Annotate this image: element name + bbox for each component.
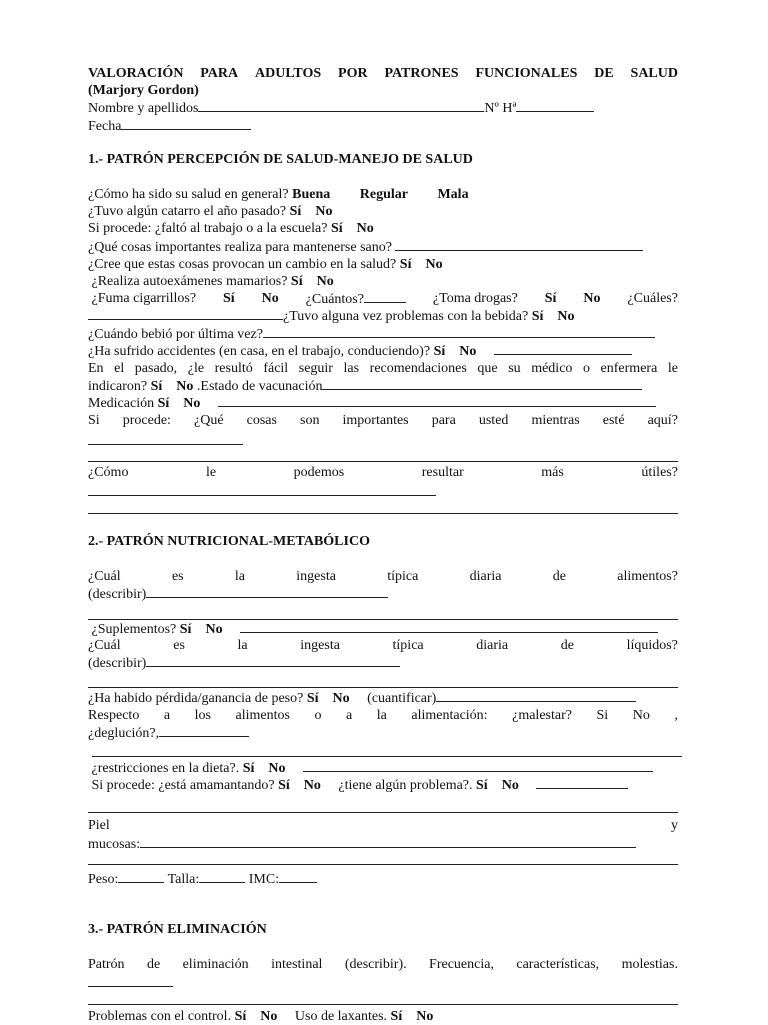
record-number-field[interactable]: [516, 99, 594, 112]
q-deglucion-text: ¿deglución?,: [88, 726, 160, 741]
word: o: [314, 708, 322, 723]
word: el: [114, 361, 125, 376]
answer-line[interactable]: [88, 444, 243, 445]
q-liquidos-describir: [88, 654, 678, 672]
word: alimentos?: [617, 569, 678, 584]
q-bebio: [88, 325, 678, 343]
answer-field[interactable]: [159, 724, 249, 737]
piel-label: Piel: [88, 818, 110, 833]
word: para: [431, 413, 456, 428]
option-si[interactable]: Sí: [290, 274, 303, 289]
option-si[interactable]: Sí: [242, 761, 255, 776]
word: ¿Cuál: [88, 638, 121, 653]
word: las: [343, 361, 360, 376]
word: POR: [338, 66, 368, 81]
option-no[interactable]: No: [316, 274, 334, 289]
q-deglucion: [88, 724, 678, 742]
section-2-heading: 2.- PATRÓN NUTRICIONAL-METABÓLICO: [88, 534, 370, 549]
q-bebida-text: ¿Tuvo alguna vez problemas con la bebida?: [283, 309, 529, 324]
word: resultar: [421, 465, 464, 480]
word: seguir: [298, 361, 333, 376]
word: a: [163, 708, 171, 723]
q-restricciones-text: ¿restricciones en la dieta?.: [91, 761, 240, 776]
option-no[interactable]: No: [356, 221, 374, 236]
answer-field[interactable]: [536, 776, 628, 789]
word: cosas: [246, 413, 277, 428]
cuantificar-label: (cuantificar): [367, 691, 437, 706]
option-si[interactable]: Sí: [289, 204, 302, 219]
word: le: [667, 361, 678, 376]
option-no[interactable]: No: [501, 778, 519, 793]
answer-field[interactable]: [303, 759, 653, 772]
word: PARA: [200, 66, 239, 81]
answer-field[interactable]: [364, 290, 406, 303]
option-no[interactable]: No: [176, 379, 194, 394]
word: enfermera: [600, 361, 658, 376]
word: son: [300, 413, 320, 428]
word: a: [345, 708, 353, 723]
mucosas-label: mucosas:: [88, 837, 141, 852]
option-no[interactable]: No: [557, 309, 575, 324]
q-control: [88, 1008, 678, 1025]
q-pasado-line1: [88, 360, 678, 377]
word: ¿Cuál: [88, 569, 121, 584]
name-field[interactable]: [198, 99, 484, 112]
option-si[interactable]: Sí: [531, 309, 544, 324]
q-cosas-text: ¿Qué cosas importantes realiza para mantenerse sano?: [88, 240, 392, 255]
q-ingesta-describir: [88, 585, 678, 603]
q-piel-line: [88, 817, 678, 834]
record-number-label: Nº Hª: [484, 101, 517, 116]
word: fácil: [263, 361, 289, 376]
word: de: [560, 638, 574, 653]
word: En: [88, 361, 104, 376]
answer-line[interactable]: [88, 687, 678, 688]
word: molestias.: [621, 957, 678, 972]
word: alimentos: [235, 708, 290, 723]
q-cambio: [88, 256, 678, 273]
option-si[interactable]: Sí: [390, 1009, 403, 1024]
word: la: [234, 569, 245, 584]
option-si[interactable]: Sí: [234, 1009, 247, 1024]
peso-label: Peso:: [88, 872, 119, 887]
word: de: [146, 957, 161, 972]
option-mala[interactable]: Mala: [437, 187, 469, 202]
word: PATRONES: [384, 66, 459, 81]
option-si[interactable]: Sí: [223, 291, 235, 306]
answer-field[interactable]: [395, 238, 643, 251]
q-accidentes: [88, 342, 678, 360]
option-si[interactable]: Sí: [476, 778, 488, 793]
option-si[interactable]: Sí: [179, 622, 192, 637]
talla-label: Talla:: [167, 872, 200, 887]
answer-field[interactable]: [146, 585, 388, 598]
word: FUNCIONALES: [475, 66, 578, 81]
q-mucosas: [88, 835, 678, 853]
q-medicacion-text: Medicación: [88, 396, 155, 411]
q-peso-text: ¿Ha habido pérdida/ganancia de peso?: [88, 691, 304, 706]
option-si[interactable]: Sí: [157, 396, 170, 411]
word: Respecto: [88, 708, 140, 723]
answer-line[interactable]: [88, 864, 678, 865]
word: o: [582, 361, 590, 376]
word: típica: [392, 638, 424, 653]
option-no[interactable]: No: [303, 778, 321, 793]
word: podemos: [293, 465, 345, 480]
word: recomendaciones: [369, 361, 467, 376]
word: ingesta: [300, 638, 340, 653]
q-fuma-text: ¿Fuma cigarrillos?: [91, 291, 197, 306]
q-falto: [88, 220, 678, 237]
option-regular[interactable]: Regular: [359, 187, 408, 202]
option-no[interactable]: No: [332, 691, 350, 706]
q-restricciones: [88, 759, 678, 777]
q-problema-text: ¿tiene algún problema?.: [338, 778, 473, 793]
date-row: [88, 117, 678, 135]
answer-field[interactable]: [146, 654, 400, 667]
option-no[interactable]: No: [183, 396, 201, 411]
word: su: [508, 361, 521, 376]
option-no[interactable]: No: [261, 291, 279, 306]
option-si[interactable]: Sí: [544, 291, 557, 306]
q-liquidos-line: [88, 637, 678, 654]
option-no[interactable]: No: [459, 344, 477, 359]
word: características,: [516, 957, 600, 972]
answer-field[interactable]: [218, 394, 656, 407]
word: Frecuencia,: [429, 957, 494, 972]
word: esté: [602, 413, 625, 428]
option-si[interactable]: Sí: [150, 379, 163, 394]
answer-field[interactable]: [140, 835, 636, 848]
q-laxantes-text: Uso de laxantes.: [294, 1009, 388, 1024]
q-utiles-line: [88, 464, 678, 481]
word: le: [206, 465, 217, 480]
q-general-health-text: ¿Cómo ha sido su salud en general?: [88, 187, 289, 202]
q-bebida: [88, 307, 678, 325]
option-no[interactable]: No: [268, 761, 286, 776]
word: ¿Cómo: [88, 465, 129, 480]
form-title: [88, 65, 678, 82]
name-row: [88, 99, 678, 117]
q-suplementos: [88, 620, 678, 638]
q-drogas-text: ¿Toma drogas?: [432, 291, 518, 306]
q-indicaron-text: indicaron?: [88, 379, 148, 394]
q-autoexamenes: [88, 273, 678, 290]
answer-field[interactable]: [240, 620, 658, 633]
q-cuantos-text: ¿Cuántos?: [305, 292, 364, 307]
section-1-heading: 1.- PATRÓN PERCEPCIÓN DE SALUD-MANEJO DE SALUD: [88, 152, 473, 167]
answer-line[interactable]: [88, 1004, 678, 1005]
q-peso: [88, 689, 678, 707]
word: más: [541, 465, 564, 480]
option-si[interactable]: Sí: [433, 344, 446, 359]
option-no[interactable]: No: [205, 622, 223, 637]
word: resultó: [214, 361, 253, 376]
q-cambio-text: ¿Cree que estas cosas provocan un cambio en la salud?: [88, 257, 397, 272]
word: los: [194, 708, 211, 723]
date-label: Fecha: [88, 119, 122, 134]
word: ¿malestar?: [512, 708, 572, 723]
talla-field[interactable]: [199, 870, 245, 883]
q-amamantando: [88, 776, 678, 794]
q-amamantando-text: Si procede: ¿está amamantando?: [91, 778, 275, 793]
q-procede-line: [88, 412, 678, 429]
describir-label: (describir): [88, 587, 147, 602]
imc-field[interactable]: [279, 870, 317, 883]
word: líquidos?: [626, 638, 678, 653]
option-si[interactable]: Sí: [278, 778, 290, 793]
q-ingesta-line: [88, 568, 678, 585]
answer-field[interactable]: [88, 307, 283, 320]
name-label: Nombre y apellidos: [88, 101, 199, 116]
q-vacunacion-text: .Estado de vacunación: [196, 379, 323, 394]
q-bebio-text: ¿Cuándo bebió por última vez?: [88, 327, 263, 342]
q-fuma-row: [88, 290, 678, 308]
word: Patrón: [88, 957, 125, 972]
option-buena[interactable]: Buena: [292, 187, 331, 202]
word: la: [376, 708, 387, 723]
q-accidentes-text: ¿Ha sufrido accidentes (en casa, en el trabajo, conduciendo)?: [88, 344, 431, 359]
word: diaria: [476, 638, 509, 653]
q-general-health: [88, 186, 678, 203]
q-medicacion: [88, 394, 678, 412]
word: SALUD: [630, 66, 678, 81]
q-catarro: [88, 203, 678, 220]
word: de: [552, 569, 566, 584]
option-no[interactable]: No: [416, 1009, 434, 1024]
describir-label: (describir): [88, 656, 147, 671]
word: típica: [387, 569, 419, 584]
word: la: [237, 638, 248, 653]
answer-field[interactable]: [263, 325, 655, 338]
answer-line[interactable]: [88, 513, 678, 514]
word: ADULTOS: [255, 66, 322, 81]
word: No: [632, 708, 650, 723]
q-cuales-text: ¿Cuáles?: [627, 291, 678, 306]
answer-line[interactable]: [88, 812, 678, 813]
q-suplementos-text: ¿Suplementos?: [91, 622, 177, 637]
answer-field[interactable]: [322, 377, 642, 390]
word: es: [173, 638, 185, 653]
word: intestinal: [271, 957, 323, 972]
word: ingesta: [296, 569, 336, 584]
q-respecto-line: [88, 707, 678, 724]
word: diaria: [469, 569, 502, 584]
word: DE: [594, 66, 614, 81]
word: procede:: [122, 413, 171, 428]
answer-line[interactable]: [88, 986, 173, 987]
option-no[interactable]: No: [315, 204, 333, 219]
q-catarro-text: ¿Tuvo algún catarro el año pasado?: [88, 204, 287, 219]
form-subtitle: (Marjory Gordon): [88, 83, 199, 98]
word: alimentación:: [411, 708, 488, 723]
option-no[interactable]: No: [260, 1009, 278, 1024]
answer-field[interactable]: [436, 689, 636, 702]
word: mientras: [531, 413, 580, 428]
imc-label: IMC:: [248, 872, 280, 887]
word: VALORACIÓN: [88, 66, 184, 81]
word: eliminación: [182, 957, 249, 972]
option-si[interactable]: Sí: [330, 221, 343, 236]
answer-line[interactable]: [88, 495, 436, 496]
word: importantes: [342, 413, 409, 428]
word: que: [477, 361, 498, 376]
option-no[interactable]: No: [583, 291, 601, 306]
word: ,: [674, 708, 678, 723]
q-cosas: [88, 238, 678, 256]
q-control-text: Problemas con el control.: [88, 1009, 232, 1024]
word: ¿le: [187, 361, 205, 376]
word: médico: [531, 361, 573, 376]
word: Si: [88, 413, 100, 428]
word: usted: [478, 413, 509, 428]
word: es: [171, 569, 184, 584]
answer-field[interactable]: [494, 342, 632, 355]
word: ¿Qué: [194, 413, 224, 428]
q-pasado-line2: [88, 377, 678, 395]
word: pasado,: [134, 361, 178, 376]
q-autoexamenes-text: ¿Realiza autoexámenes mamarios?: [91, 274, 288, 289]
section-3-heading: 3.- PATRÓN ELIMINACIÓN: [88, 922, 267, 937]
word: (describir).: [344, 957, 407, 972]
q-medidas: [88, 870, 678, 888]
option-si[interactable]: Sí: [399, 257, 412, 272]
answer-line[interactable]: [88, 461, 678, 462]
option-no[interactable]: No: [425, 257, 443, 272]
q-falto-text: Si procede: ¿faltó al trabajo o a la escuela?: [88, 221, 328, 236]
date-field[interactable]: [121, 117, 251, 130]
peso-field[interactable]: [118, 870, 164, 883]
answer-line[interactable]: [92, 756, 682, 757]
word: aquí?: [647, 413, 678, 428]
q-patron-line: [88, 956, 678, 973]
option-si[interactable]: Sí: [306, 691, 319, 706]
word: útiles?: [641, 465, 678, 480]
y-label: y: [671, 818, 678, 833]
word: Si: [596, 708, 609, 723]
